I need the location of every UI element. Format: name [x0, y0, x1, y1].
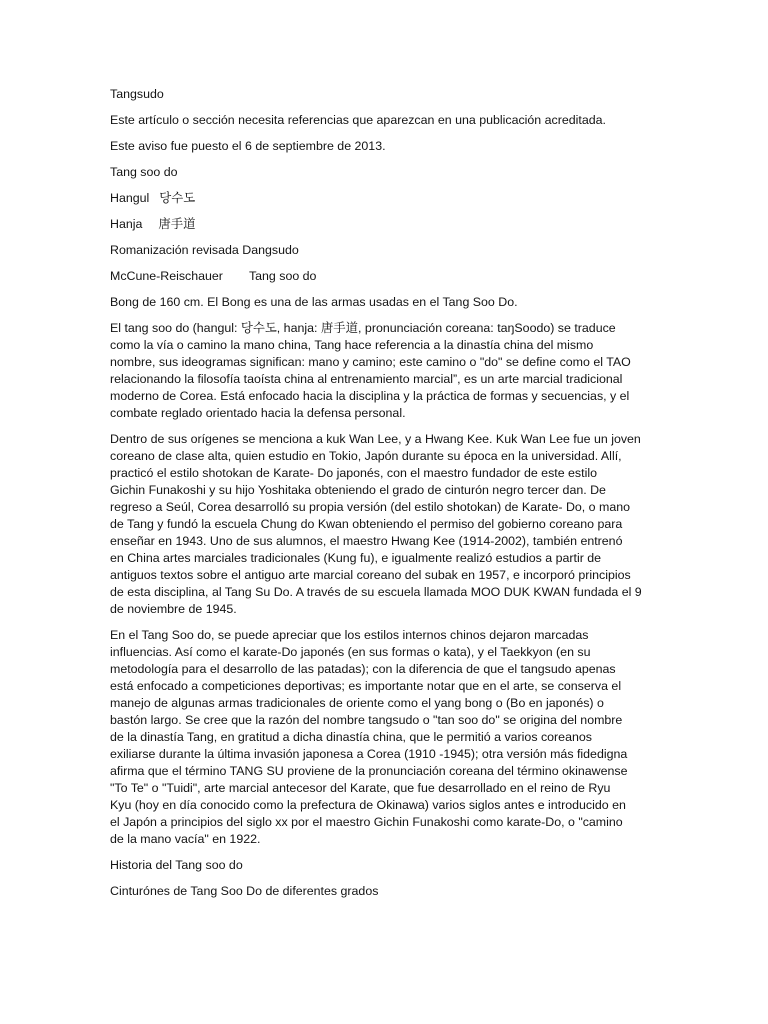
- mccune-row: [110, 268, 658, 285]
- paragraph-line: de Tang y fundó la escuela Chung do Kwan obteniendo el permiso del gobierno coreano para: [110, 517, 623, 531]
- document-page: [110, 86, 658, 909]
- romanization-row: [110, 242, 658, 259]
- mccune-value: Tang soo do: [248, 269, 317, 283]
- paragraph-line: regreso a Seúl, Corea desarrolló su propia versión (del estilo shotokan) de Karate- Do, o mano: [110, 500, 630, 514]
- romanization-value: Dangsudo: [242, 243, 299, 257]
- document-title: Tangsudo: [110, 87, 164, 101]
- influences-paragraph: [110, 627, 658, 848]
- paragraph-line: exiliarse durante la última invasión japonesa a Corea (1910 -1945); otra versión más fidedigna: [110, 747, 628, 761]
- hangul-label: Hangul: [110, 191, 150, 205]
- hangul-value: 당수도: [159, 191, 196, 205]
- paragraph-line: moderno de Corea. Está enfocado hacia la disciplina y la práctica de formas y secuencias, y el: [110, 389, 630, 403]
- art-name: Tang soo do: [110, 165, 178, 179]
- paragraph-line: Kyu (hoy en día conocido como la prefectura de Okinawa) varios siglos antes e introducido en: [110, 798, 626, 812]
- paragraph-line: como la vía o camino la mano china, Tang hace referencia a la dinastía china del mismo: [110, 338, 594, 352]
- hanja-row: [110, 216, 658, 233]
- paragraph-line: relacionando la filosofía taoísta china al entrenamiento marcial”, es un arte marcial tradicional: [110, 372, 623, 386]
- hanja-value: 唐手道: [158, 217, 196, 231]
- paragraph-line: combate reglado orientado hacia la defensa personal.: [110, 406, 406, 420]
- paragraph-line: de la dinastía Tang, en gratitud a dicha dinastía china, que le permitió a varios coreanos: [110, 730, 592, 744]
- paragraph-line: bastón largo. Se cree que la razón del nombre tangsudo o "tan soo do" se origina del nombre: [110, 713, 623, 727]
- paragraph-line: antiguos textos sobre el antiguo arte marcial coreano del subak en 1957, e incorporó principios: [110, 568, 631, 582]
- notice-date: Este aviso fue puesto el 6 de septiembre de 2013.: [110, 139, 386, 153]
- paragraph-line: de noviembre de 1945.: [110, 602, 237, 616]
- paragraph-line: coreano de clase alta, quien estudio en Tokio, Japón durante su época en la universidad. Allí,: [110, 449, 622, 463]
- image-caption: Bong de 160 cm. El Bong es una de las armas usadas en el Tang Soo Do.: [110, 295, 518, 309]
- paragraph-line: En el Tang Soo do, se puede apreciar que los estilos internos chinos dejaron marcadas: [110, 628, 589, 642]
- origins-paragraph: [110, 431, 658, 618]
- paragraph-line: el Japón a principios del siglo xx por el maestro Gichin Funakoshi como karate-Do, o "camino: [110, 815, 623, 829]
- paragraph-line: Dentro de sus orígenes se menciona a kuk Wan Lee, y a Hwang Kee. Kuk Wan Lee fue un joven: [110, 432, 641, 446]
- paragraph-line: de esta disciplina, al Tang Su Do. A través de su escuela llamada MOO DUK KWAN fundada el 9: [110, 585, 642, 599]
- paragraph-line: nombre, sus ideogramas significan: mano y camino; este camino o "do" se define como el TAO: [110, 355, 631, 369]
- intro-paragraph: [110, 320, 658, 422]
- paragraph-line: manejo de algunas armas tradicionales de oriente como el yang bong o (Bo en japonés) o: [110, 696, 604, 710]
- paragraph-line: El tang soo do (hangul: 당수도, hanja: 唐手道, pronunciación coreana: taŋSoodo) se traduce: [110, 321, 616, 335]
- hangul-row: [110, 190, 658, 207]
- paragraph-line: está enfocado a competiciones deportivas; es importante notar que en el arte, se conserva el: [110, 679, 622, 693]
- paragraph-line: enseñar en 1943. Uno de sus alumnos, el maestro Hwang Kee (1914-2002), también entrenó: [110, 534, 623, 548]
- paragraph-line: Gichin Funakoshi y su hijo Yoshitaka obteniendo el grado de cinturón negro tercer dan. De: [110, 483, 606, 497]
- history-heading: Historia del Tang soo do: [110, 858, 243, 872]
- paragraph-line: de la mano vacía" en 1922.: [110, 832, 261, 846]
- hanja-label: Hanja: [110, 217, 143, 231]
- paragraph-line: metodología para el desarrollo de las patadas); con la diferencia de que el tangsudo apenas: [110, 662, 616, 676]
- romanization-label: Romanización revisada: [110, 243, 239, 257]
- paragraph-line: "To Te" o "Tuidi", arte marcial antecesor del Karate, que fue desarrollado en el reino de Ryu: [110, 781, 611, 795]
- paragraph-line: influencias. Así como el karate-Do japonés (en sus formas o kata), y el Taekkyon (en su: [110, 645, 591, 659]
- belts-heading: Cinturónes de Tang Soo Do de diferentes grados: [110, 884, 379, 898]
- paragraph-line: practicó el estilo shotokan de Karate- Do japonés, con el maestro fundador de este estilo: [110, 466, 597, 480]
- mccune-label: McCune-Reischauer: [110, 269, 223, 283]
- paragraph-line: afirma que el término TANG SU proviene de la pronunciación coreana del término okinawense: [110, 764, 628, 778]
- paragraph-line: en China artes marciales tradicionales (Kung fu), e igualmente realizó estudios a partir de: [110, 551, 602, 565]
- references-notice: Este artículo o sección necesita referencias que aparezcan en una publicación acreditada.: [110, 113, 606, 127]
